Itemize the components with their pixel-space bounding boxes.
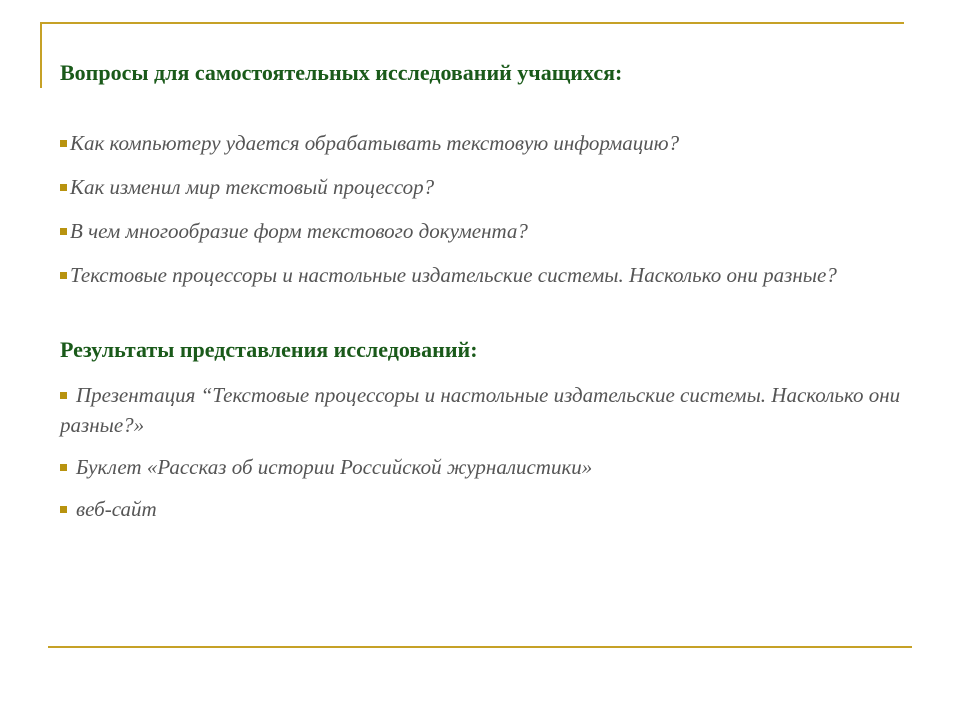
square-bullet-icon bbox=[60, 464, 67, 471]
result-text: Буклет «Рассказ об истории Российской журналистики» bbox=[76, 455, 593, 479]
square-bullet-icon bbox=[60, 140, 67, 147]
question-item bbox=[60, 128, 910, 172]
question-text: В чем многообразие форм текстового документа? bbox=[70, 219, 528, 243]
square-bullet-icon bbox=[60, 272, 67, 279]
questions-heading: Вопросы для самостоятельных исследований учащихся: bbox=[60, 60, 623, 85]
square-bullet-icon bbox=[60, 228, 67, 235]
left-frame-line bbox=[40, 22, 42, 88]
bottom-frame-line bbox=[48, 646, 912, 648]
result-item bbox=[60, 494, 910, 524]
results-list bbox=[60, 380, 910, 536]
result-item bbox=[60, 452, 910, 482]
top-frame-line bbox=[40, 22, 904, 24]
square-bullet-icon bbox=[60, 392, 67, 399]
result-text: Презентация “Текстовые процессоры и настольные издательские системы. Насколько они разные?» bbox=[60, 383, 901, 437]
question-text: Как изменил мир текстовый процессор? bbox=[70, 175, 435, 199]
question-item bbox=[60, 260, 910, 304]
question-item bbox=[60, 216, 910, 260]
question-text: Текстовые процессоры и настольные издательские системы. Насколько они разные? bbox=[70, 263, 837, 287]
results-heading: Результаты представления исследований: bbox=[60, 337, 478, 362]
question-text: Как компьютеру удается обрабатывать текстовую информацию? bbox=[70, 131, 680, 155]
result-item bbox=[60, 380, 910, 440]
square-bullet-icon bbox=[60, 506, 67, 513]
square-bullet-icon bbox=[60, 184, 67, 191]
questions-list bbox=[60, 128, 910, 304]
question-item bbox=[60, 172, 910, 216]
result-text: веб-сайт bbox=[76, 497, 157, 521]
